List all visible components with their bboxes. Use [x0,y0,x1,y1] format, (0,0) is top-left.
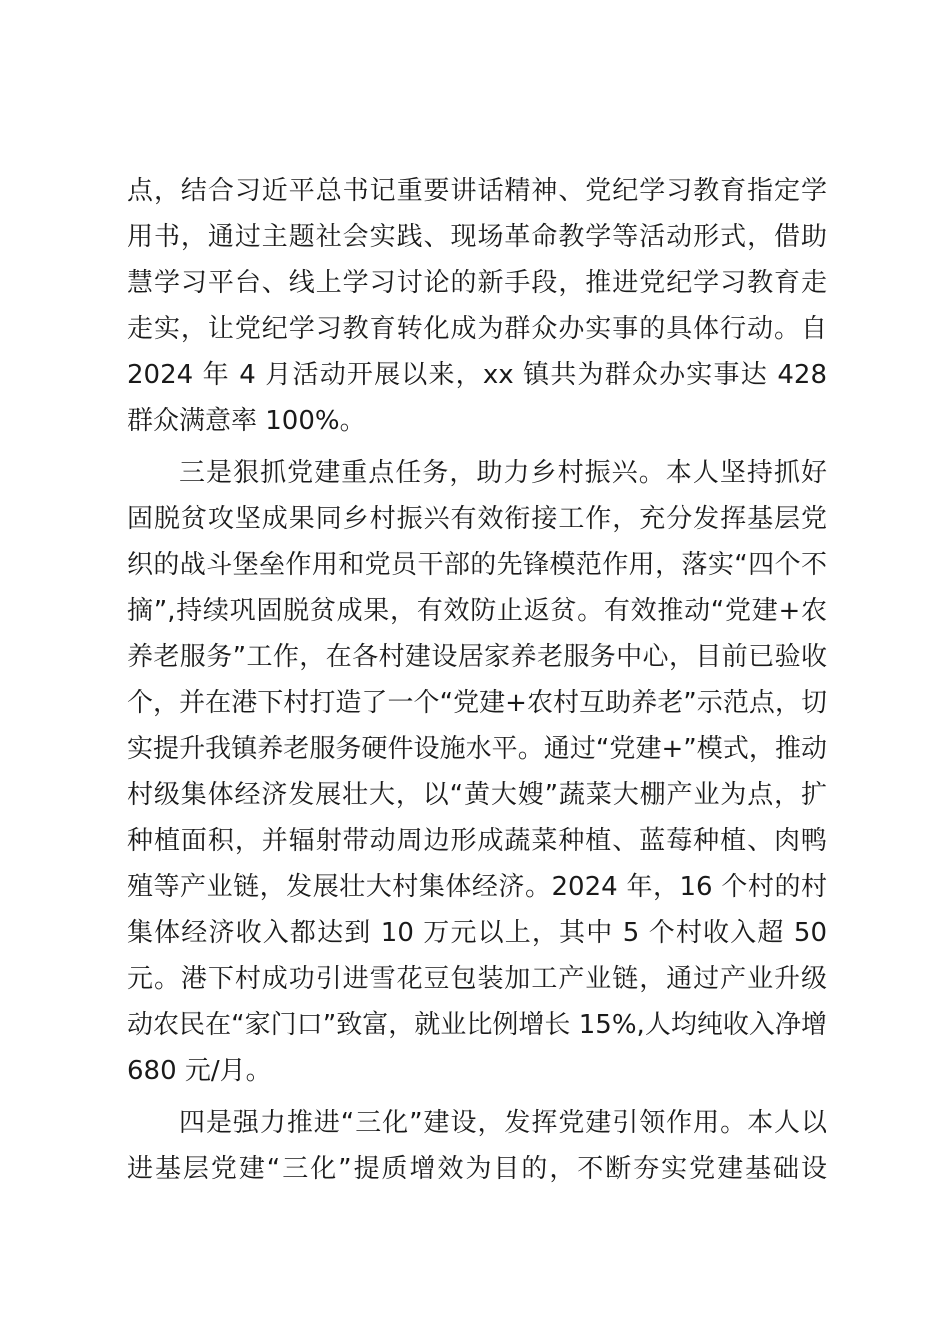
paragraph-2-line-13: 动农民在“家门口”致富，就业比例增长 15%,人均纯收入净增 [127,1010,827,1040]
paragraph-2-line-11: 集体经济收入都达到 10 万元以上，其中 5 个村收入超 50 [127,918,827,948]
paragraph-1-line-3: 慧学习平台、线上学习讨论的新手段，推进党纪学习教育走 [127,268,827,298]
paragraph-2-line-5: 养老服务”工作，在各村建设居家养老服务中心，目前已验收 [127,642,827,672]
paragraph-2-line-9: 种植面积，并辐射带动周边形成蔬菜种植、蓝莓种植、肉鸭 [127,826,827,856]
paragraph-3-line-2: 进基层党建“三化”提质增效为目的，不断夯实党建基础设 [127,1154,827,1184]
paragraph-2-line-4: 摘”,持续巩固脱贫成果，有效防止返贫。有效推动“党建+农 [127,596,827,626]
paragraph-1-line-6: 群众满意率 100%。 [127,406,366,436]
paragraph-2-line-12: 元。港下村成功引进雪花豆包装加工产业链，通过产业升级 [127,964,827,994]
paragraph-2-line-1: 三是狠抓党建重点任务，助力乡村振兴。本人坚持抓好 [179,458,827,488]
paragraph-2-line-2: 固脱贫攻坚成果同乡村振兴有效衔接工作，充分发挥基层党 [127,504,827,534]
document-body [127,168,827,1192]
paragraph-1-line-5: 2024 年 4 月活动开展以来，xx 镇共为群众办实事达 428 [127,360,827,390]
paragraph-1-line-1: 点，结合习近平总书记重要讲话精神、党纪学习教育指定学 [127,176,827,206]
paragraph-3-line-1: 四是强力推进“三化”建设，发挥党建引领作用。本人以 [179,1108,827,1138]
paragraph-2-line-7: 实提升我镇养老服务硬件设施水平。通过“党建+”模式，推动 [127,734,827,764]
paragraph-2-line-6: 个，并在港下村打造了一个“党建+农村互助养老”示范点，切 [127,688,827,718]
paragraph-1-line-4: 走实，让党纪学习教育转化成为群众办实事的具体行动。自 [127,314,827,344]
paragraph-2-line-14: 680 元/月。 [127,1056,272,1086]
paragraph-2-line-8: 村级集体经济发展壮大，以“黄大嫂”蔬菜大棚产业为点，扩 [127,780,827,810]
paragraph-1-line-2: 用书，通过主题社会实践、现场革命教学等活动形式，借助 [127,222,827,252]
paragraph-2-line-3: 织的战斗堡垒作用和党员干部的先锋模范作用，落实“四个不 [127,550,827,580]
paragraph-2-line-10: 殖等产业链，发展壮大村集体经济。2024 年，16 个村的村 [127,872,827,902]
